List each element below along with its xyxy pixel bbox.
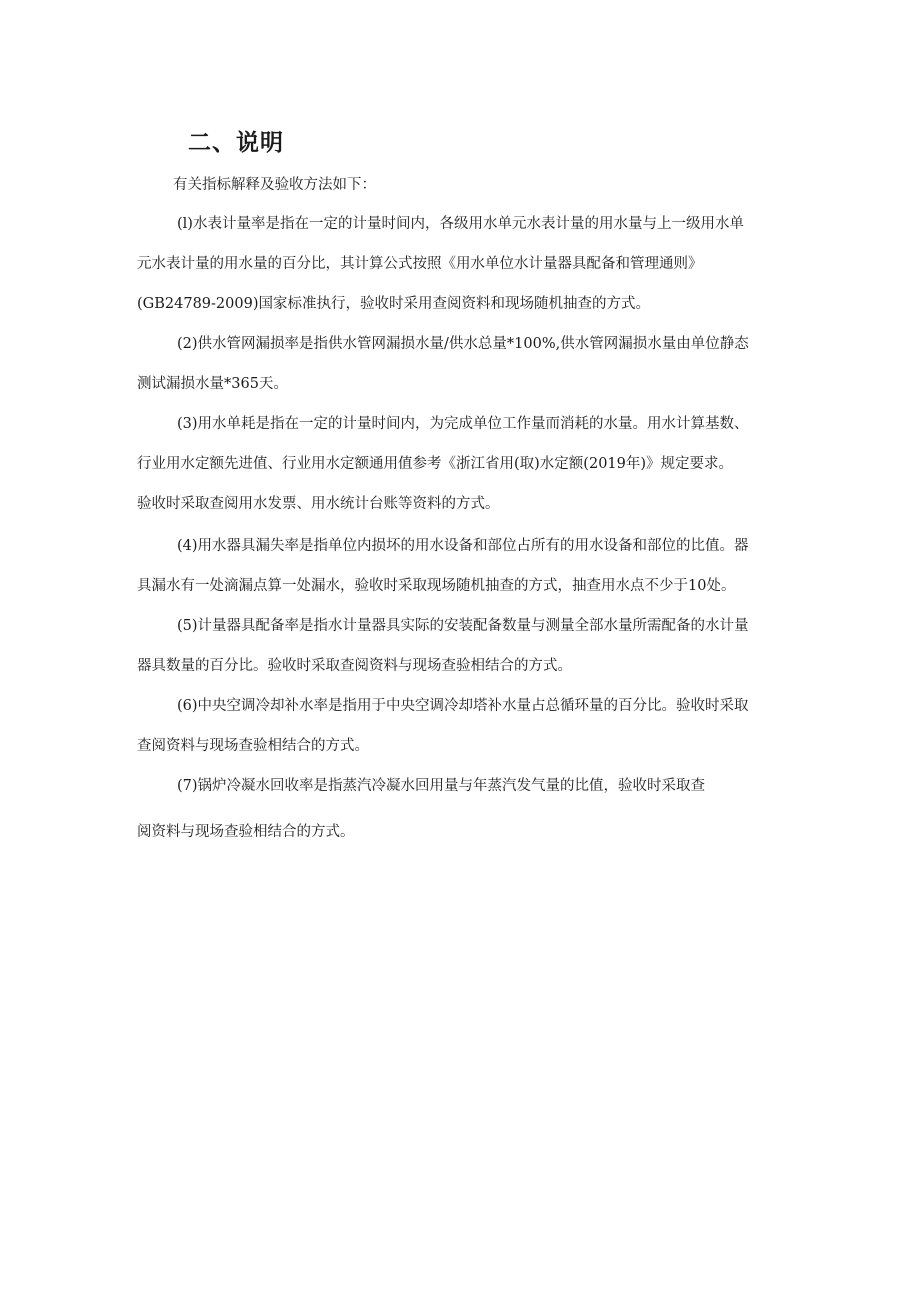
- paragraph-line: (3)用水单耗是指在一定的计量时间内，为完成单位工作量而消耗的水量。用水计算基数、: [177, 416, 749, 432]
- paragraph-1: [137, 204, 783, 324]
- paragraph-line: 阅资料与现场查验相结合的方式。: [137, 824, 355, 840]
- paragraph-line: (7)锅炉冷凝水回收率是指蒸汽冷凝水回用量与年蒸汽发气量的比值，验收时采取查: [177, 778, 706, 794]
- paragraph-6: [137, 686, 783, 766]
- section-heading: 二、说明: [188, 130, 284, 156]
- paragraph-line: 行业用水定额先进值、行业用水定额通用值参考《浙江省用(取)水定额(2019年)》规定要求。: [137, 456, 734, 472]
- paragraph-line: 测试漏损水量*365天。: [137, 376, 288, 392]
- paragraph-line: (4)用水器具漏失率是指单位内损坏的用水设备和部位占所有的用水设备和部位的比值。器: [177, 538, 749, 554]
- paragraph-line: (GB24789-2009)国家标准执行，验收时采用查阅资料和现场随机抽查的方式。: [137, 296, 650, 312]
- paragraph-line: (l)水表计量率是指在一定的计量时间内，各级用水单元水表计量的用水量与上一级用水单: [177, 216, 744, 232]
- intro-text: 有关指标解释及验收方法如下：: [173, 177, 376, 193]
- paragraph-4: [137, 526, 783, 606]
- paragraph-line: 具漏水有一处滴漏点算一处漏水，验收时采取现场随机抽查的方式，抽查用水点不少于10处。: [137, 578, 736, 594]
- paragraph-line: (6)中央空调冷却补水率是指用于中央空调冷却塔补水量占总循环量的百分比。验收时采取: [177, 698, 749, 714]
- paragraph-2: [137, 324, 783, 404]
- paragraph-line: 验收时采取查阅用水发票、用水统计台账等资料的方式。: [137, 496, 500, 512]
- paragraph-5: [137, 606, 783, 686]
- paragraph-7: [137, 766, 783, 852]
- paragraph-line: 器具数量的百分比。验收时采取查阅资料与现场查验相结合的方式。: [137, 658, 572, 674]
- paragraph-3: [137, 404, 783, 524]
- paragraph-line: 元水表计量的用水量的百分比，其计算公式按照《用水单位水计量器具配备和管理通则》: [137, 256, 703, 272]
- paragraph-line: 查阅资料与现场查验相结合的方式。: [137, 738, 369, 754]
- paragraph-line: (2)供水管网漏损率是指供水管网漏损水量/供水总量*100%,供水管网漏损水量由单位静态: [177, 336, 749, 352]
- paragraph-line: (5)计量器具配备率是指水计量器具实际的安装配备数量与测量全部水量所需配备的水计量: [177, 618, 749, 634]
